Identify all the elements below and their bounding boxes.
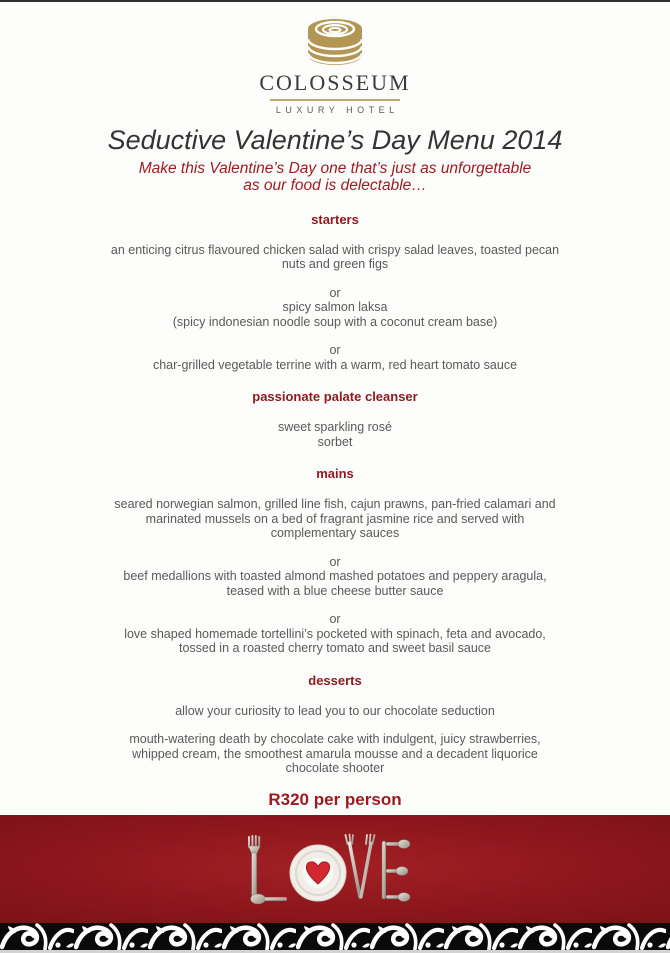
subtitle-line-1: Make this Valentine’s Day one that’s just as unforgettable [138, 159, 532, 177]
section-heading-mains: mains [316, 466, 354, 481]
menu-line: sweet sparkling rosé [278, 420, 392, 434]
hotel-tagline: LUXURY HOTEL [275, 104, 399, 115]
menu-line: seared norwegian salmon, grilled line fish, cajun prawns, pan-fried calamari and [114, 497, 556, 511]
damask-border [0, 923, 670, 950]
letter-l-fork-icon [249, 836, 288, 904]
damask-pattern-icon [0, 923, 670, 950]
menu-line: char-grilled vegetable terrine with a warm, red heart tomato sauce [152, 357, 518, 372]
menu-line: (spicy indonesian noodle soup with a coconut cream base) [172, 314, 498, 329]
menu-item [0, 497, 670, 541]
menu-item [0, 732, 670, 776]
menu-item [0, 612, 670, 656]
section-heading-starters: starters [311, 211, 359, 227]
letter-e-spoons-icon [382, 840, 410, 902]
love-cutlery-art [239, 831, 415, 907]
menu-item [0, 286, 670, 330]
menu-line: nuts and green figs [281, 257, 389, 271]
menu-body [0, 212, 670, 776]
or-separator: or [329, 285, 341, 300]
menu-line: tossed in a roasted cherry tomato and sweet basil sauce [179, 641, 491, 655]
menu-line: an enticing citrus flavoured chicken salad with crispy salad leaves, toasted pecan [110, 242, 560, 257]
menu-item [0, 555, 670, 599]
menu-item [0, 343, 670, 372]
hotel-name: COLOSSEUM [259, 70, 411, 95]
menu-line: spicy salmon laksa [282, 300, 388, 314]
section-heading-palate-cleanser: passionate palate cleanser [252, 389, 418, 404]
red-banner [0, 815, 670, 923]
section-starters [0, 212, 670, 373]
menu-line: complementary sauces [270, 526, 400, 540]
top-border-line [0, 0, 670, 2]
logo-divider-line [270, 99, 400, 101]
price-per-person: R320 per person [268, 789, 402, 809]
menu-line: sorbet [317, 434, 353, 449]
menu-line: allow your curiosity to lead you to our chocolate seduction [175, 703, 495, 718]
section-mains [0, 466, 670, 656]
menu-line: teased with a blue cheese butter sauce [226, 583, 444, 598]
hotel-logo-block [0, 0, 670, 115]
or-separator: or [329, 554, 341, 569]
menu-title: Seductive Valentine’s Day Menu 2014 [107, 124, 563, 155]
menu-item [0, 420, 670, 449]
menu-line: whipped cream, the smoothest amarula mousse and a decadent liquorice [132, 746, 538, 761]
menu-item [0, 243, 670, 272]
menu-line: mouth-watering death by chocolate cake with indulgent, juicy strawberries, [129, 732, 541, 746]
letter-o-plate-heart-icon [290, 845, 346, 901]
menu-line: marinated mussels on a bed of fragrant jasmine rice and served with [145, 511, 525, 526]
menu-line: love shaped homemade tortellini’s pocketed with spinach, feta and avocado, [124, 626, 546, 641]
menu-item [0, 704, 670, 719]
menu-line: beef medallions with toasted almond mashed potatoes and peppery aragula, [123, 569, 547, 583]
letter-v-forks-icon [346, 835, 375, 898]
section-palate-cleanser [0, 389, 670, 449]
section-heading-desserts: desserts [308, 672, 362, 688]
subtitle-line-2: as our food is delectable… [243, 177, 427, 194]
or-separator: or [329, 343, 341, 357]
menu-line: chocolate shooter [285, 761, 385, 775]
menu-subtitle [0, 160, 670, 195]
colosseum-rings-icon [289, 13, 381, 69]
or-separator: or [329, 612, 341, 626]
section-desserts [0, 673, 670, 776]
